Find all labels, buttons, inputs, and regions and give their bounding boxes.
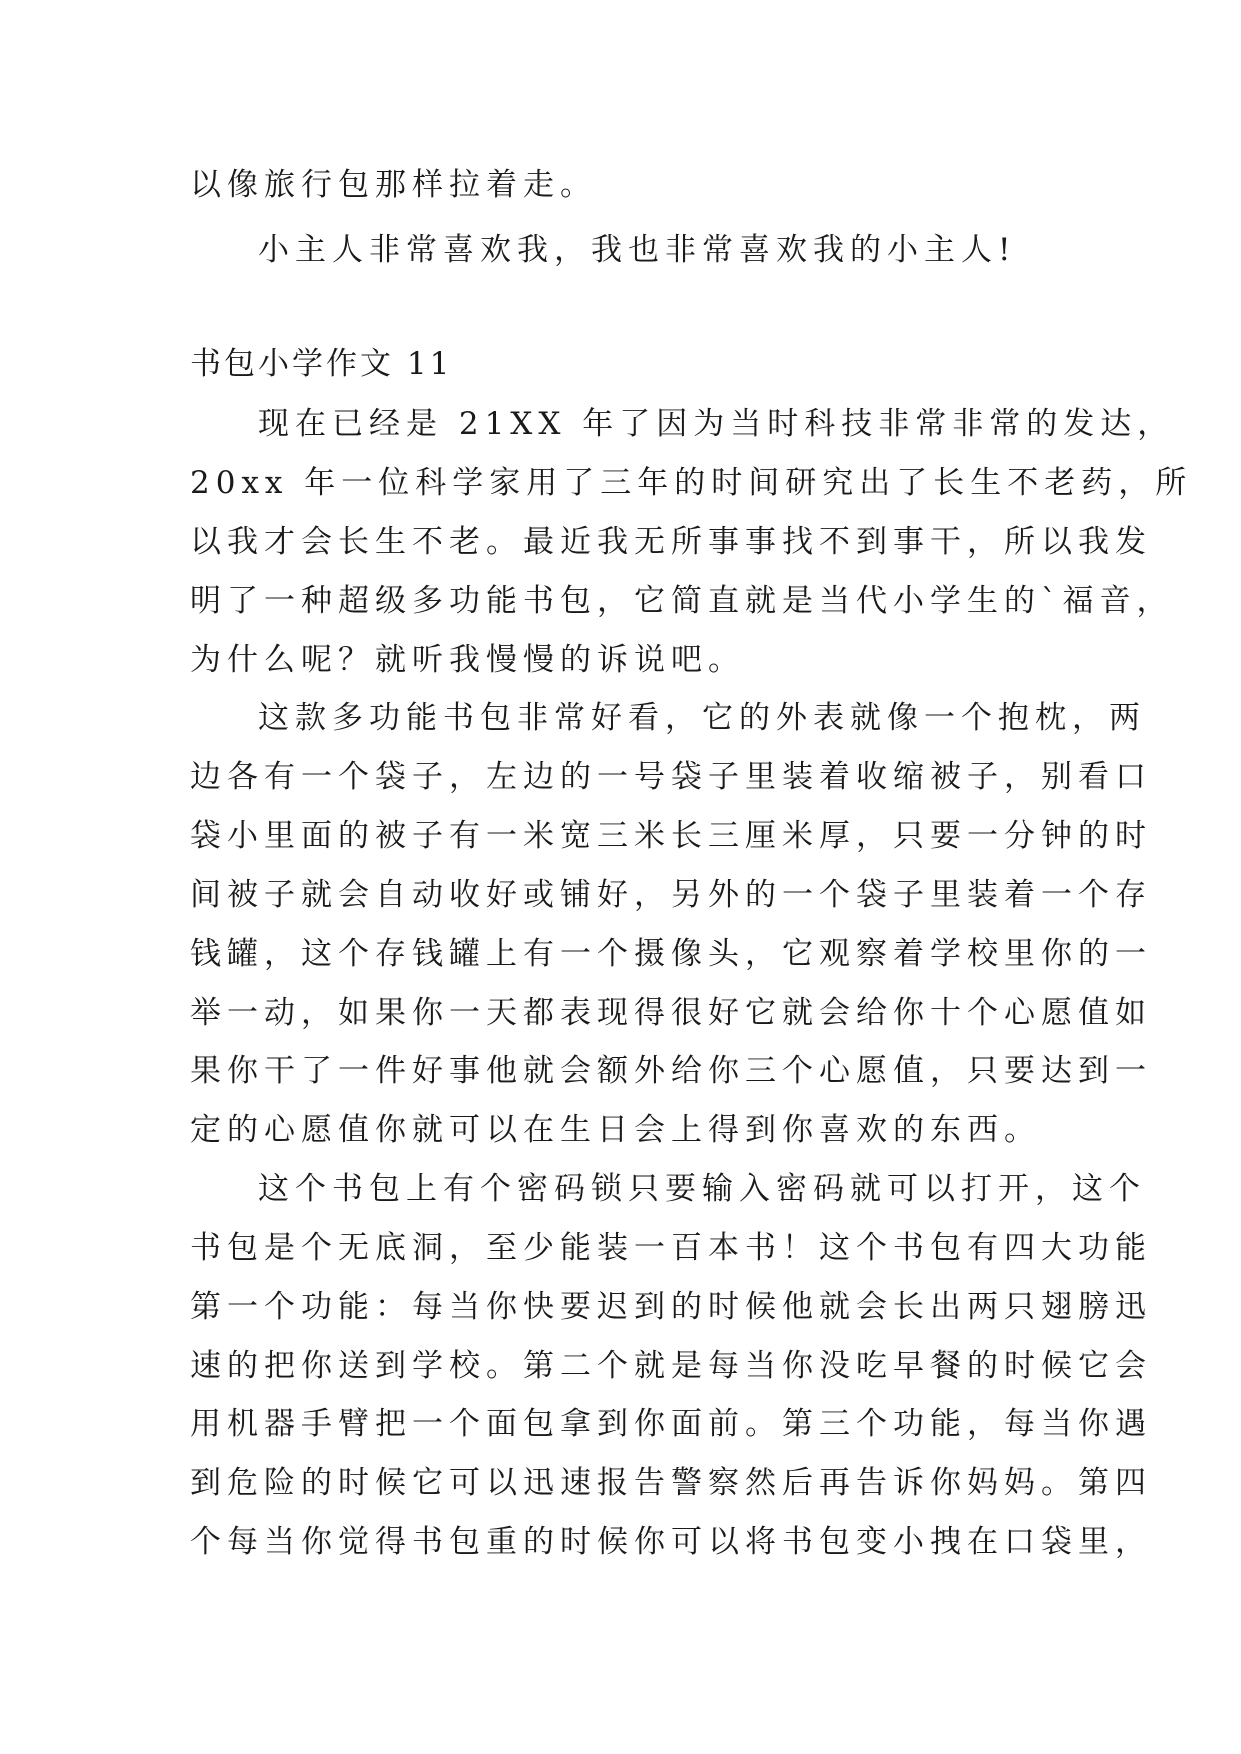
text-line: 明了一种超级多功能书包，它简直就是当代小学生的`福音，	[190, 583, 1174, 619]
text-line: 20xx 年一位科学家用了三年的时间研究出了长生不老药，所	[190, 465, 1193, 501]
text-line: 以我才会长生不老。最近我无所事事找不到事干，所以我发	[190, 524, 1152, 560]
text-line: 钱罐，这个存钱罐上有一个摄像头，它观察着学校里你的一	[190, 936, 1152, 972]
text-line: 边各有一个袋子，左边的一号袋子里装着收缩被子，别看口	[190, 759, 1152, 795]
text-line: 为什么呢？就听我慢慢的诉说吧。	[190, 642, 745, 678]
text-line: 定的心愿值你就可以在生日会上得到你喜欢的东西。	[190, 1112, 1041, 1148]
text-line: 袋小里面的被子有一米宽三米长三厘米厚，只要一分钟的时	[190, 818, 1152, 854]
text-line: 这款多功能书包非常好看，它的外表就像一个抱枕，两	[258, 700, 1146, 736]
text-line: 用机器手臂把一个面包拿到你面前。第三个功能，每当你遇	[190, 1406, 1152, 1442]
text-line: 果你干了一件好事他就会额外给你三个心愿值，只要达到一	[190, 1053, 1152, 1089]
text-line: 以像旅行包那样拉着走。	[190, 167, 597, 203]
text-line: 到危险的时候它可以迅速报告警察然后再告诉你妈妈。第四	[190, 1465, 1152, 1501]
text-line: 第一个功能：每当你快要迟到的时候他就会长出两只翅膀迅	[190, 1289, 1152, 1325]
text-line: 小主人非常喜欢我，我也非常喜欢我的小主人!	[258, 232, 1017, 268]
section-heading: 书包小学作文 11	[190, 346, 453, 382]
text-line: 现在已经是 21XX 年了因为当时科技非常非常的发达，	[258, 406, 1175, 442]
text-line: 间被子就会自动收好或铺好，另外的一个袋子里装着一个存	[190, 877, 1152, 913]
text-line: 书包是个无底洞，至少能装一百本书！这个书包有四大功能	[190, 1230, 1152, 1266]
text-line: 举一动，如果你一天都表现得很好它就会给你十个心愿值如	[190, 995, 1152, 1031]
text-line: 个每当你觉得书包重的时候你可以将书包变小拽在口袋里，	[190, 1524, 1152, 1560]
text-line: 这个书包上有个密码锁只要输入密码就可以打开，这个	[258, 1171, 1146, 1207]
text-line: 速的把你送到学校。第二个就是每当你没吃早餐的时候它会	[190, 1348, 1152, 1384]
